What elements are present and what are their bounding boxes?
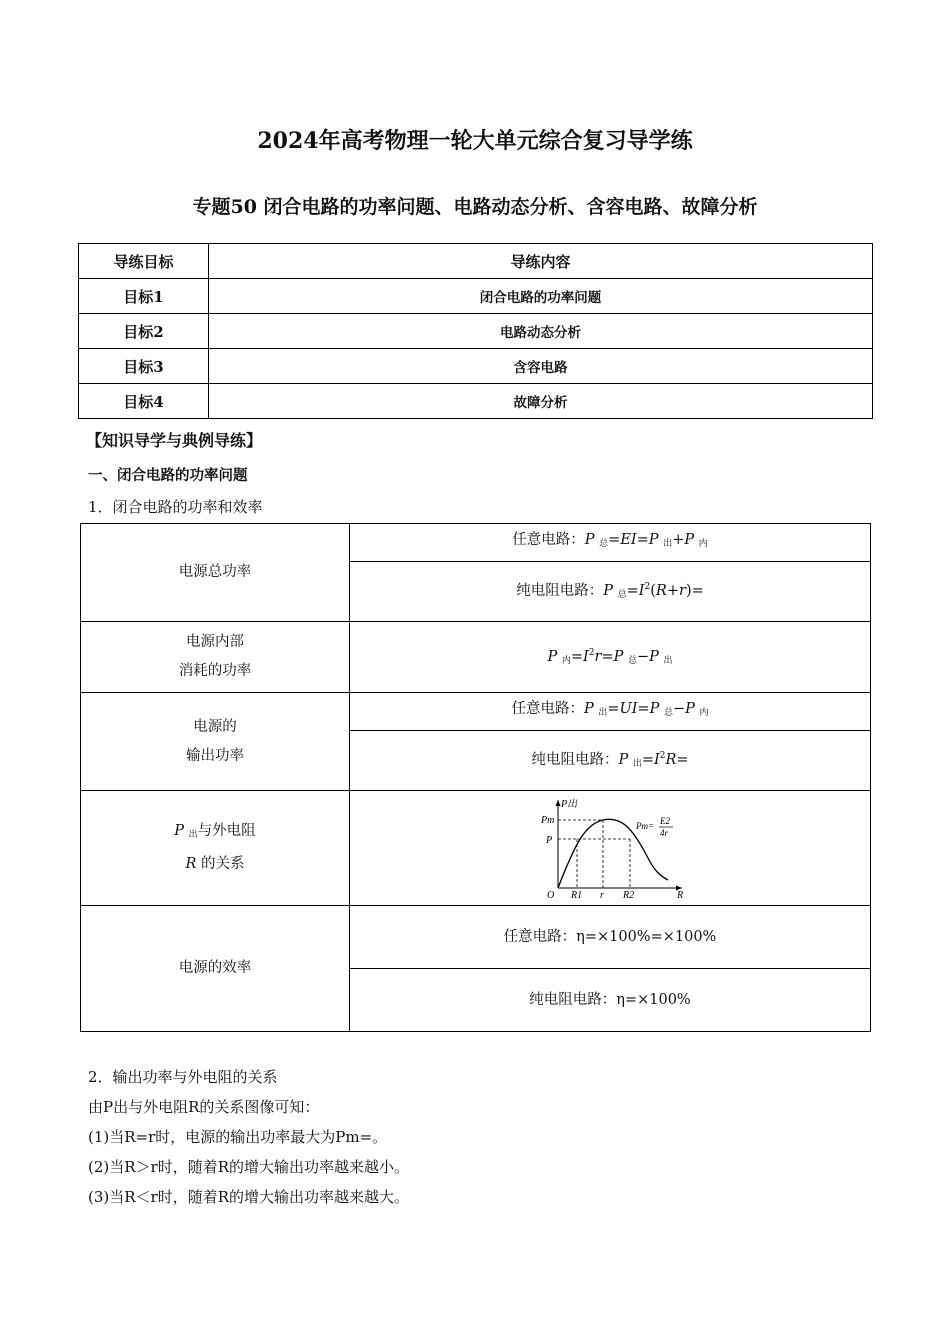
intro-line: 由P出与外电阻R的关系图像可知： bbox=[88, 1098, 320, 1116]
efficiency-any-formula: 任意电路：η=×100%=×100% bbox=[350, 906, 871, 969]
item1-title: 1．闭合电路的功率和效率 bbox=[88, 498, 263, 516]
y-axis-label: P出 bbox=[561, 799, 578, 810]
goals-header-row bbox=[79, 244, 873, 279]
section1-title: 一、闭合电路的功率问题 bbox=[88, 467, 248, 484]
goal-content: 电路动态分析 bbox=[209, 314, 873, 349]
output-power-label: 电源的 输出功率 bbox=[81, 693, 350, 791]
page-subtitle: 专题50 闭合电路的功率问题、电路动态分析、含容电路、故障分析 bbox=[192, 196, 758, 218]
total-power-any-formula: 任意电路：P $_总$=EI=P $_出$+P $_内$ bbox=[350, 524, 871, 562]
efficiency-pure-formula: 纯电阻电路：η=×100% bbox=[350, 969, 871, 1032]
conclusion-3: (3)当R＜r时，随着R的增大输出功率越来越大。 bbox=[88, 1188, 410, 1206]
output-power-pure-formula: 纯电阻电路：P $_出=I^2R=$ bbox=[350, 731, 871, 791]
goal-content: 闭合电路的功率问题 bbox=[209, 279, 873, 314]
goals-table bbox=[78, 243, 873, 419]
goal-label: 目标1 bbox=[79, 279, 209, 314]
internal-power-formula: P $_内=I^2r=P$ $_总$−P $_出$ bbox=[350, 622, 871, 693]
pm-formula-denominator: 4r bbox=[660, 828, 669, 838]
pm-tick-label: Pm bbox=[541, 815, 555, 826]
goals-header-goal: 导练目标 bbox=[79, 244, 209, 279]
goal-label: 目标3 bbox=[79, 349, 209, 384]
goal-label: 目标2 bbox=[79, 314, 209, 349]
section-header: 【知识导学与典例导练】 bbox=[86, 431, 263, 450]
page-title: 2024年高考物理一轮大单元综合复习导学练 bbox=[257, 128, 693, 154]
r-tick-label: r bbox=[600, 890, 604, 900]
table-row bbox=[79, 384, 873, 419]
p-tick-label: P bbox=[546, 835, 553, 846]
item2-title: 2．输出功率与外电阻的关系 bbox=[88, 1068, 278, 1086]
table-row bbox=[79, 279, 873, 314]
efficiency-label: 电源的效率 bbox=[81, 906, 350, 1032]
power-graph-cell bbox=[350, 791, 871, 906]
r2-tick-label: R2 bbox=[623, 890, 635, 900]
goal-content: 故障分析 bbox=[209, 384, 873, 419]
origin-label: O bbox=[547, 890, 555, 900]
table-row bbox=[79, 314, 873, 349]
table-row bbox=[79, 349, 873, 384]
x-axis-label: R bbox=[677, 890, 684, 900]
y-axis-arrow bbox=[556, 800, 561, 806]
total-power-pure-formula: 纯电阻电路：P $_总=I^2(R+r)=$ bbox=[350, 562, 871, 622]
total-power-label: 电源总功率 bbox=[81, 524, 350, 622]
power-resistance-graph bbox=[530, 796, 690, 900]
goal-label: 目标4 bbox=[79, 384, 209, 419]
r1-tick-label: R1 bbox=[571, 890, 583, 900]
goals-header-content: 导练内容 bbox=[209, 244, 873, 279]
goal-content: 含容电路 bbox=[209, 349, 873, 384]
conclusion-2: (2)当R＞r时，随着R的增大输出功率越来越小。 bbox=[88, 1158, 410, 1176]
output-power-any-formula: 任意电路：P $_出$=UI=P $_总$−P $_内$ bbox=[350, 693, 871, 731]
power-table bbox=[80, 523, 871, 1032]
conclusion-1: (1)当R=r时，电源的输出功率最大为Pm=。 bbox=[88, 1128, 388, 1146]
relation-label: P $_出$与外电阻 R 的关系 bbox=[81, 791, 350, 906]
pm-formula-left: Pm= bbox=[636, 821, 655, 831]
internal-power-label: 电源内部 消耗的功率 bbox=[81, 622, 350, 693]
pm-formula-numerator: E2 bbox=[660, 816, 670, 826]
